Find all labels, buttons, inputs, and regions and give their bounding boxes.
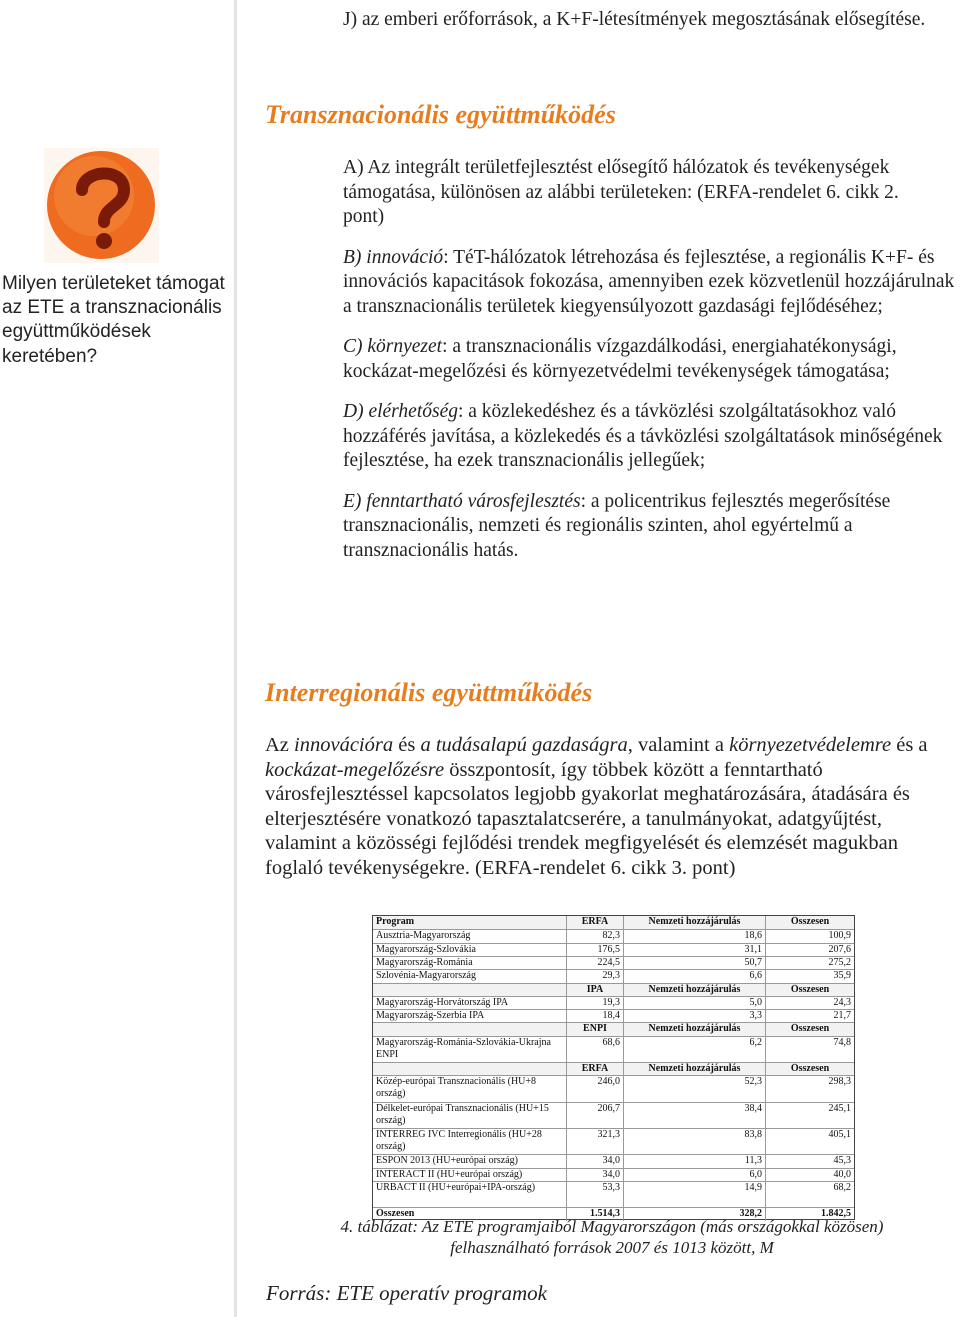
table-row [373,929,854,942]
table-cell: Összesen [765,916,854,929]
table-row [373,969,854,982]
table-cell: 224,5 [566,957,623,970]
table-row [373,996,854,1009]
point-b-text: : TéT-hálózatok létrehozása és fejlesztése, a regionális K+F- és innovációs kapacitások fokozása, amennyiben ezek közvetlenül hozzájárulnak a transznacionális területek kiegyensúlyozott gazdasági fejlődéséhez; [343,246,955,317]
text-run: és a [891,734,928,756]
table-cell: 275,2 [765,957,854,970]
table-cell: 328,2 [623,1208,765,1221]
table-cell: 34,0 [566,1155,623,1168]
table-cell: 82,3 [566,930,623,943]
table-cell: 6,0 [623,1169,765,1182]
table-cell: 83,8 [623,1129,765,1155]
table-cell: Összesen [765,1023,854,1036]
text-run: összpontosít, így többek között a fenntartható városfejlesztéssel kapcsolatos legjobb gyakorlat meghatározására, átadására és elterjesztésére vonatkozó tapasztalatcserére, a tanulmányokat, adatgyűjtést, valamint a közösségi fejlődési trendek megfigyelését és elemzését magukban foglaló tevékenységekre. (ERFA-rendelet 6. cikk 3. pont) [265,758,910,879]
table-cell: Magyarország-Szlovákia [376,943,476,955]
table-row [373,1102,854,1128]
table-cell: Ausztria-Magyarország [376,930,471,942]
table-cell: Összesen [765,1063,854,1076]
table-cell: ERFA [566,1063,623,1076]
table-cell: 31,1 [623,944,765,957]
table-cell: 52,3 [623,1076,765,1102]
text-run: , valamint a [627,734,730,756]
table-cell: Magyarország-Románia [376,956,473,968]
point-d-text: : a közlekedéshez és a távközlési szolgáltatásokhoz való hozzáférés javítása, a közlekedés és a távközlési szolgáltatások minőségének fejlesztése, ha ezek transznacionális jellegűek; [343,401,943,471]
vertical-divider [234,0,237,1317]
text-run: Az [265,734,295,756]
table-cell: INTERACT II (HU+európai ország) [376,1168,523,1180]
intro-paragraph [343,8,943,33]
table-header-row [373,983,854,996]
table-row [373,1128,854,1154]
point-d-label: D) elérhetőség [343,401,458,422]
table-cell: ERFA [566,916,623,929]
table-cell: URBACT II (HU+európai+IPA-ország) [376,1181,536,1193]
table-cell: 53,3 [566,1182,623,1208]
point-e-label: E) fenntartható városfejlesztés [343,490,581,512]
table-cell: Összesen [765,984,854,997]
table-row [373,1075,854,1101]
point-c-label: C) környezet [343,336,443,357]
table-cell: 38,4 [623,1103,765,1129]
question-mark-icon [44,148,159,263]
table-cell: 246,0 [566,1076,623,1102]
caption-line-1: 4. táblázat: Az ETE programjaiból Magyarországon (más országokkal közösen) [340,1217,884,1236]
table-cell: 5,0 [623,997,765,1010]
table-cell: 24,3 [765,997,854,1010]
table-cell: 3,3 [623,1010,765,1023]
table-cell: 68,6 [566,1037,623,1063]
table-cell: Nemzeti hozzájárulás [623,1063,765,1076]
table-cell: Magyarország-Horvátország IPA [376,996,509,1008]
table-cell: 40,0 [765,1169,854,1182]
table-row [373,956,854,969]
table-cell: 50,7 [623,957,765,970]
table-row [373,1036,854,1062]
table-cell: Szlovénia-Magyarország [376,970,476,982]
table-cell: 18,6 [623,930,765,943]
emphasis-risk-prevention: kockázat-megelőzésre [265,758,445,781]
sidebar-question: Milyen területeket támogat az ETE a transznacionális együttműködések keretében? [2,273,225,367]
table-cell: 1.842,5 [765,1208,854,1221]
table-row [373,1154,854,1167]
table-cell: 68,2 [765,1182,854,1208]
point-c-text: : a transznacionális vízgazdálkodási, energiahatékonysági, kockázat-megelőzési és környezetvédelmi tevékenységek támogatása; [343,336,897,382]
table-cell: 298,3 [765,1076,854,1102]
table-cell: IPA [566,984,623,997]
table-cell: 176,5 [566,944,623,957]
table-cell: Nemzeti hozzájárulás [623,916,765,929]
table-cell: 321,3 [566,1129,623,1155]
point-b-label: B) innováció [343,246,444,268]
table-cell: Magyarország-Románia-Szlovákia-Ukrajna ENPI [376,1036,551,1060]
funding-table [372,915,855,1220]
table-cell: 1.514,3 [566,1208,623,1221]
table-cell: INTERREG IVC Interregionális (HU+28 ország) [376,1128,542,1152]
point-a: A) Az integrált területfejlesztést elősegítő hálózatok és tevékenységek támogatása, különösen az alábbi területeken: (ERFA-rendelet 6. cikk 2. pont) [343,157,899,227]
table-cell: Közép-európai Transznacionális (HU+8 ország) [376,1076,537,1100]
table-cell: 29,3 [566,970,623,983]
intro-text: J) az emberi erőforrások, a K+F-létesítmények megosztásának elősegítése. [343,9,926,30]
caption-line-2: felhasználható források 2007 és 1013 között, M [450,1238,774,1257]
table-cell: 6,2 [623,1037,765,1063]
interregional-paragraph [265,733,955,880]
table-cell: ENPI [566,1023,623,1036]
emphasis-knowledge-economy: a tudásalapú gazdaságra [420,734,628,756]
table-header-row [373,1022,854,1035]
table-row [373,1009,854,1022]
table-row [373,1168,854,1181]
table-row [373,1181,854,1207]
emphasis-innovation: innovációra [294,734,394,756]
point-e-text: : a policentrikus fejlesztés megerősítése transznacionális, nemzeti és regionális szinten, ahol egyértelmű a transznacionális hatás. [343,490,891,561]
point-e [343,490,943,564]
table-cell: Magyarország-Szerbia IPA [376,1010,485,1022]
table-cell: Nemzeti hozzájárulás [623,1023,765,1036]
table-cell: 14,9 [623,1182,765,1208]
point-b [343,246,960,320]
table-cell: 245,1 [765,1103,854,1129]
section1-body [343,156,955,563]
table-cell: 100,9 [765,930,854,943]
table-cell: 6,6 [623,970,765,983]
emphasis-environment: környezetvédelemre [729,734,892,756]
table-cell: Délkelet-európai Transznacionális (HU+15 ország) [376,1102,549,1126]
table-cell: 19,3 [566,997,623,1010]
table-cell [373,1063,566,1076]
table-caption [262,1216,960,1258]
table-cell: 34,0 [566,1169,623,1182]
table-cell: 21,7 [765,1010,854,1023]
table-cell: 74,8 [765,1037,854,1063]
table-cell: 35,9 [765,970,854,983]
table-cell: 405,1 [765,1129,854,1155]
point-c [343,335,943,384]
table-cell [373,1023,566,1036]
table-cell: 207,6 [765,944,854,957]
table-cell: Nemzeti hozzájárulás [623,984,765,997]
table-cell [373,984,566,997]
table-cell: ESPON 2013 (HU+európai ország) [376,1155,519,1167]
source-note: Forrás: ETE operatív programok [266,1281,547,1305]
table-cell: 45,3 [765,1155,854,1168]
section-title-interregional: Interregionális együttműködés [265,678,593,707]
section-title-transnational: Transznacionális együttműködés [265,100,616,129]
table-header-row [373,916,854,929]
table-header-row [373,1062,854,1075]
table-cell: 206,7 [566,1103,623,1129]
table-row [373,943,854,956]
text-run: és [393,734,421,756]
point-d [343,400,943,474]
table-cell: 18,4 [566,1010,623,1023]
table-cell: Összesen [376,1208,415,1220]
section2-body [265,733,955,880]
table-cell: 11,3 [623,1155,765,1168]
table-cell: Program [373,916,566,929]
